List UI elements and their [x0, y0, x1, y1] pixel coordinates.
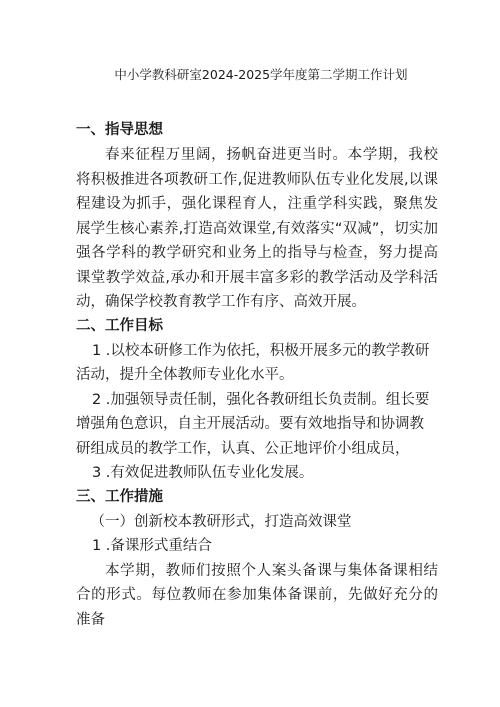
- measure-subitem: 1 .备课形式重结合: [91, 538, 212, 554]
- section-paragraph: 春来征程万里阔，扬帆奋进更当时。本学期，我校将积极推进各项教研工作,促进教师队伍专业化发展,以课程建设为抓手，强化课程育人，注重学科实践，聚焦发展学生核心素养,打造高效课堂,有效落实“双减”，切实加强各学科的教学研究和业务上的指导与检查，努力提高课堂教学效益,承办和开展丰富多彩的教学活动及学科活动，确保学校教育教学工作有序、高效开展。: [76, 147, 438, 310]
- section-heading-guiding-ideology: 一、指导思想: [76, 122, 163, 138]
- measure-subheading: （一）创新校本教研形式，打造高效课堂: [90, 513, 352, 530]
- goal-item-1: 1 .以校本研修工作为依托，积极开展多元的教学教研活动，提升全体教师专业化水平。: [76, 342, 430, 383]
- section-heading-work-goals: 二、工作目标: [76, 317, 163, 334]
- document-title: 中小学教科研室2024-2025学年度第二学期工作计划: [114, 67, 408, 82]
- goal-item-3: 3 .有效促进教师队伍专业化发展。: [91, 465, 314, 481]
- section-heading-work-measures: 三、工作措施: [76, 488, 163, 505]
- measure-paragraph: 本学期，教师们按照个人案头备课与集体备课相结合的形式。每位教师在参加集体备课前，先做好充分的准备: [76, 562, 438, 628]
- goal-item-2: 2 .加强领导责任制，强化各教研组长负责制。组长要增强角色意识，自主开展活动。要有效地指导和协调教研组成员的教学工作，认真、公正地评价小组成员，: [76, 391, 430, 457]
